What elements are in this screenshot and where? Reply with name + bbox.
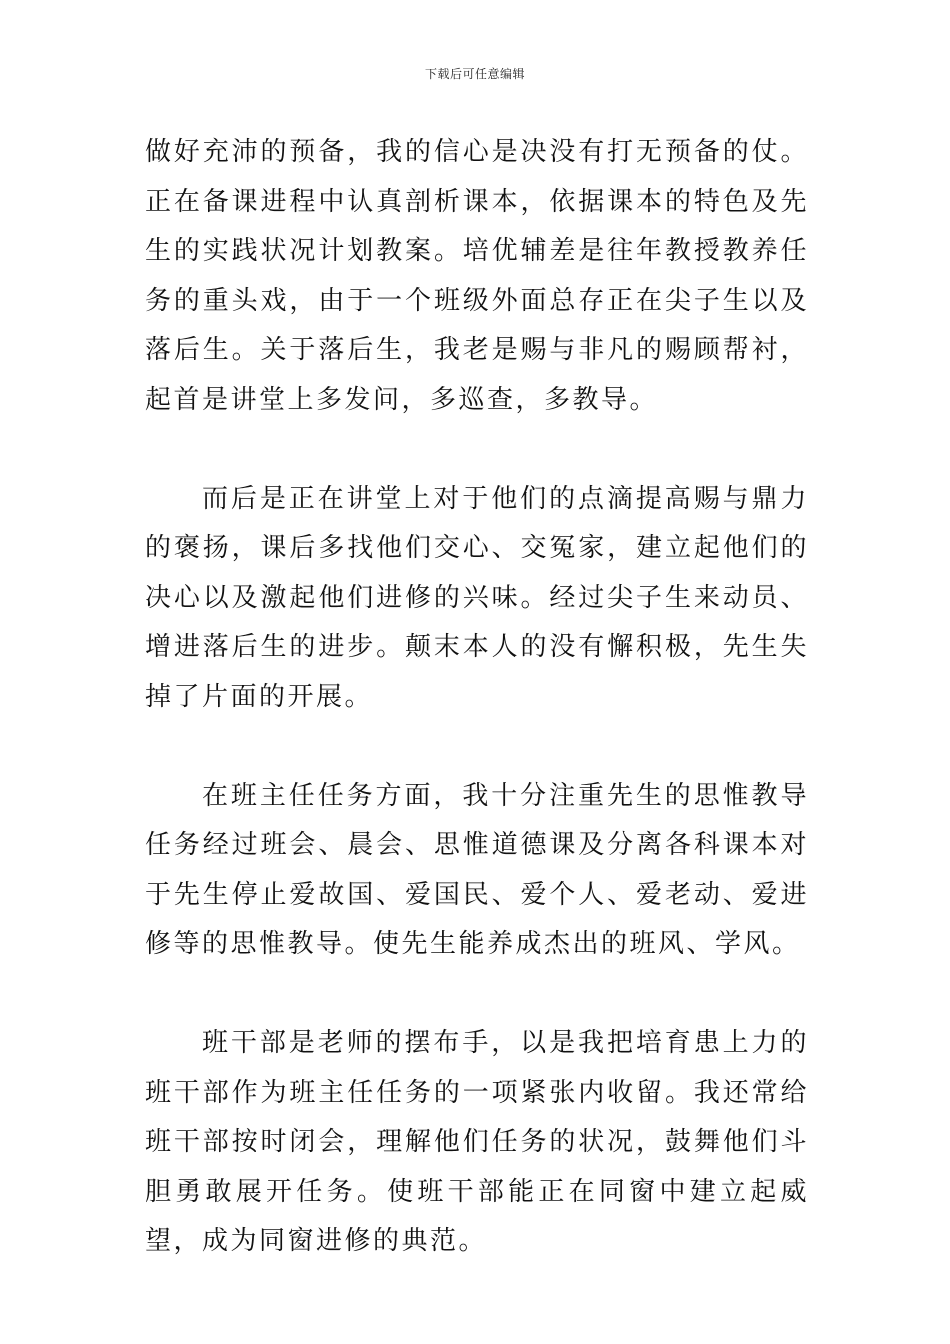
paragraph-gap <box>145 970 809 1020</box>
paragraph-4: 班干部是老师的摆布手，以是我把培育患上力的班干部作为班主任任务的一项紧张内收留。我还常给班干部按时闭会，理解他们任务的状况，鼓舞他们斗胆勇敢展开任务。使班干部能正在同窗中建立起威望，成为同窗进修的典范。 <box>145 1028 809 1256</box>
page-header-note: 下载后可任意编辑 <box>424 67 525 81</box>
paragraph-gap <box>145 425 809 475</box>
paragraph-1: 做好充沛的预备，我的信心是决没有打无预备的仗。正在备课进程中认真剖析课本，依据课本的特色及先生的实践状况计划教案。培优辅差是往年教授教养任务的重头戏，由于一个班级外面总存正在尖子生以及落后生。关于落后生，我老是赐与非凡的赐顾帮衬，起首是讲堂上多发问，多巡查，多教导。 <box>145 137 809 415</box>
paragraph-3: 在班主任任务方面，我十分注重先生的思惟教导任务经过班会、晨会、思惟道德课及分离各科课本对于先生停止爱故国、爱国民、爱个人、爱老动、爱进修等的思惟教导。使先生能养成杰出的班风、学风。 <box>145 780 809 959</box>
document-body <box>145 128 809 1267</box>
paragraph-2: 而后是正在讲堂上对于他们的点滴提高赐与鼎力的褒扬，课后多找他们交心、交冤家，建立起他们的决心以及激起他们进修的兴味。经过尖子生来动员、增进落后生的进步。颠末本人的没有懈积极，先生失掉了片面的开展。 <box>145 483 809 712</box>
paragraph-gap <box>145 722 809 772</box>
